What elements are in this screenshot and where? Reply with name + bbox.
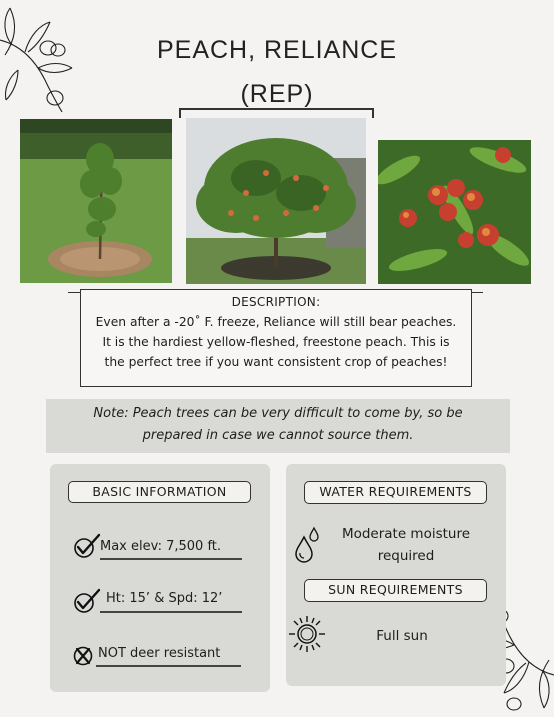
note-line-1: Note: Peach trees can be very difficult to come by, so be: [93, 406, 463, 421]
basic-information-heading: BASIC INFORMATION: [68, 481, 251, 503]
note-line-2: prepared in case we cannot source them.: [142, 428, 414, 443]
sun-icon: [287, 614, 327, 654]
water-drops-icon: [292, 525, 322, 563]
check-circle-icon: [72, 532, 102, 560]
height-spread-text: Ht: 15’ & Spd: 12’: [106, 591, 223, 606]
photo-frame-right: [372, 108, 374, 118]
description-line-1: Even after a -20˚ F. freeze, Reliance will still bear peaches.: [95, 315, 457, 329]
deer-resistance-text: NOT deer resistant: [98, 646, 221, 661]
description-box: [80, 289, 472, 387]
check-circle-icon: [72, 587, 102, 615]
water-requirement-line-1: Moderate moisture: [341, 526, 471, 542]
photo-frame-left: [179, 108, 181, 118]
description-line-2: It is the hardiest yellow-fleshed, freestone peach. This is: [102, 335, 450, 349]
cross-circle-icon: [72, 644, 96, 668]
water-requirement-line-2: required: [377, 548, 435, 564]
peaches-closeup-photo: [378, 140, 531, 284]
description-line-3: the perfect tree if you want consistent crop of peaches!: [104, 355, 448, 369]
max-elevation-text: Max elev: 7,500 ft.: [100, 539, 222, 554]
water-requirements-heading: WATER REQUIREMENTS: [304, 481, 487, 504]
mature-tree-photo: [186, 118, 366, 284]
young-tree-photo: [20, 119, 172, 283]
page-title-line1: PEACH, RELIANCE: [156, 36, 398, 64]
deer-resistance-underline: [96, 665, 241, 667]
height-spread-underline: [100, 611, 242, 613]
photo-frame-top: [179, 108, 374, 110]
description-heading: DESCRIPTION:: [231, 295, 321, 309]
sun-requirement-text: Full sun: [376, 628, 428, 644]
water-requirement-text: [326, 523, 486, 567]
page-title-line2: (REP): [240, 80, 314, 108]
sun-requirements-heading: SUN REQUIREMENTS: [304, 579, 487, 602]
max-elevation-underline: [100, 558, 242, 560]
note-box: [46, 399, 510, 453]
